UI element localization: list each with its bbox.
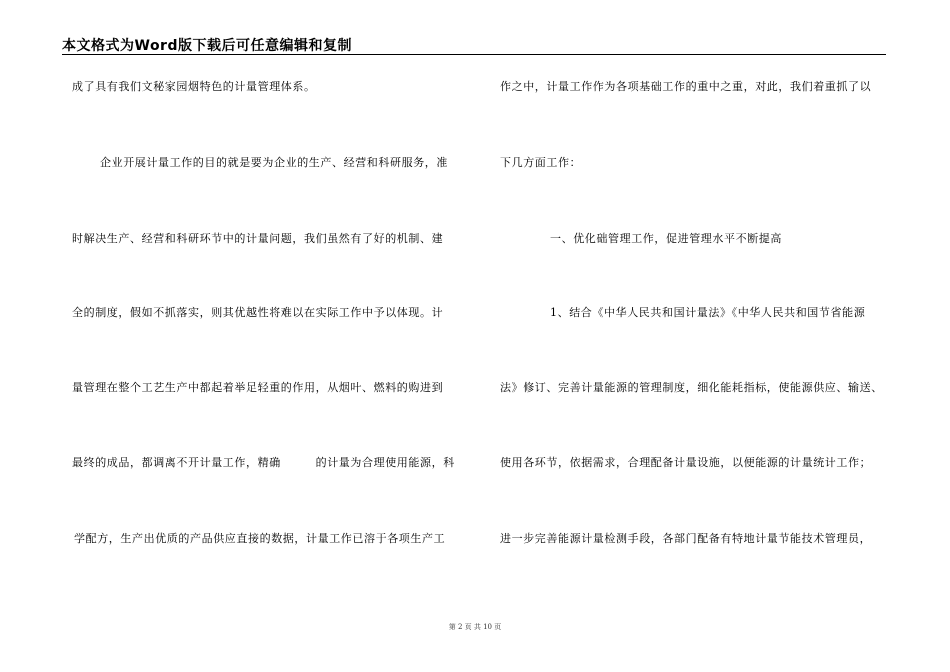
text-line: 企业开展计量工作的目的就是要为企业的生产、经营和科研服务，准 xyxy=(100,156,448,169)
text-line: 1、结合《中华人民共和国计量法》《中华人民共和国节省能源 xyxy=(550,306,866,319)
text-line: 下几方面工作： xyxy=(500,156,582,169)
text-line: 全的制度，假如不抓落实，则其优越性将难以在实际工作中予以体现。计 xyxy=(72,306,444,319)
text-line: 量管理在整个工艺生产中都起着举足轻重的作用，从烟叶、燃料的购进到 xyxy=(72,381,444,394)
header-rule xyxy=(62,54,886,55)
text-line: 作之中，计量工作作为各项基础工作的重中之重，对此，我们着重抓了以 xyxy=(500,80,872,93)
section-heading: 一、优化础管理工作，促进管理水平不断提高 xyxy=(550,232,782,245)
text-line: 法》修订、完善计量能源的管理制度，细化能耗指标，使能源供应、输送、 xyxy=(500,381,883,394)
page-footer: 第 2 页 共 10 页 xyxy=(448,623,502,631)
text-line: 使用各环节，依据需求，合理配备计量设施，以便能源的计量统计工作； xyxy=(500,456,872,469)
text-line: 进一步完善能源计量检测手段，各部门配备有特地计量节能技术管理员， xyxy=(500,532,872,545)
page-header-title: 本文格式为Word版下载后可任意编辑和复制 xyxy=(62,38,352,54)
text-line: 最终的成品，都调离不开计量工作，精确 的计量为合理使用能源，科 xyxy=(72,456,455,469)
text-line: 学配方，生产出优质的产品供应直接的数据，计量工作已溶于各项生产工 xyxy=(74,532,446,545)
text-line: 时解决生产、经营和科研环节中的计量问题，我们虽然有了好的机制、建 xyxy=(72,232,444,245)
text-line: 成了具有我们文秘家园烟特色的计量管理体系。 xyxy=(72,80,316,93)
